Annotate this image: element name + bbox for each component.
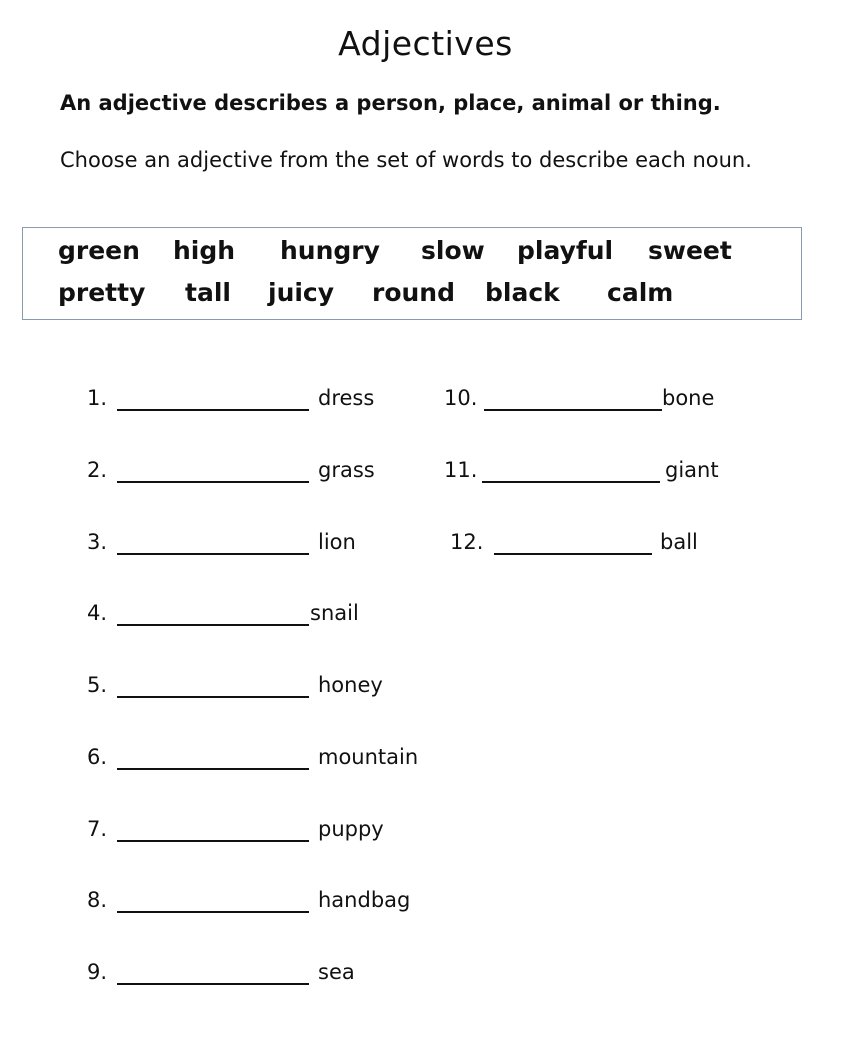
exercise-noun: giant (665, 458, 719, 482)
exercise-noun: lion (318, 530, 356, 554)
exercise-noun: snail (310, 601, 359, 625)
answer-blank[interactable] (494, 553, 652, 555)
exercise-number: 12. (450, 530, 484, 554)
exercise-number: 8. (87, 888, 108, 912)
word-bank-word: pretty (58, 278, 146, 307)
answer-blank[interactable] (117, 911, 309, 913)
answer-blank[interactable] (482, 481, 660, 483)
exercise-noun: handbag (318, 888, 411, 912)
exercise-noun: puppy (318, 817, 384, 841)
exercise-noun: mountain (318, 745, 419, 769)
answer-blank[interactable] (117, 553, 309, 555)
exercise-noun: grass (318, 458, 375, 482)
word-bank-word: slow (421, 236, 485, 265)
answer-blank[interactable] (117, 624, 309, 626)
instructions-text: Choose an adjective from the set of words to describe each noun. (60, 148, 752, 172)
page-title: Adjectives (338, 24, 513, 63)
word-bank-word: playful (517, 236, 614, 265)
answer-blank[interactable] (117, 768, 309, 770)
answer-blank[interactable] (117, 983, 309, 985)
word-bank-word: calm (607, 278, 674, 307)
exercise-number: 3. (87, 530, 108, 554)
exercise-number: 7. (87, 817, 108, 841)
word-bank-word: black (485, 278, 560, 307)
answer-blank[interactable] (484, 409, 662, 411)
exercise-noun: dress (318, 386, 375, 410)
answer-blank[interactable] (117, 840, 309, 842)
word-bank-word: hungry (280, 236, 380, 265)
exercise-number: 2. (87, 458, 108, 482)
word-bank-word: green (58, 236, 140, 265)
definition-text: An adjective describes a person, place, animal or thing. (60, 91, 721, 115)
exercise-number: 11. (444, 458, 478, 482)
word-bank-word: juicy (268, 278, 335, 307)
answer-blank[interactable] (117, 481, 309, 483)
exercise-number: 5. (87, 673, 108, 697)
exercise-noun: ball (660, 530, 698, 554)
exercise-noun: sea (318, 960, 355, 984)
exercise-number: 9. (87, 960, 108, 984)
word-bank-word: round (372, 278, 455, 307)
word-bank (22, 227, 802, 320)
exercise-number: 1. (87, 386, 108, 410)
answer-blank[interactable] (117, 409, 309, 411)
exercise-number: 10. (444, 386, 478, 410)
word-bank-word: high (173, 236, 236, 265)
word-bank-word: sweet (648, 236, 732, 265)
exercise-noun: honey (318, 673, 383, 697)
answer-blank[interactable] (117, 696, 309, 698)
word-bank-word: tall (185, 278, 231, 307)
exercise-noun: bone (662, 386, 715, 410)
exercise-number: 4. (87, 601, 108, 625)
exercise-number: 6. (87, 745, 108, 769)
